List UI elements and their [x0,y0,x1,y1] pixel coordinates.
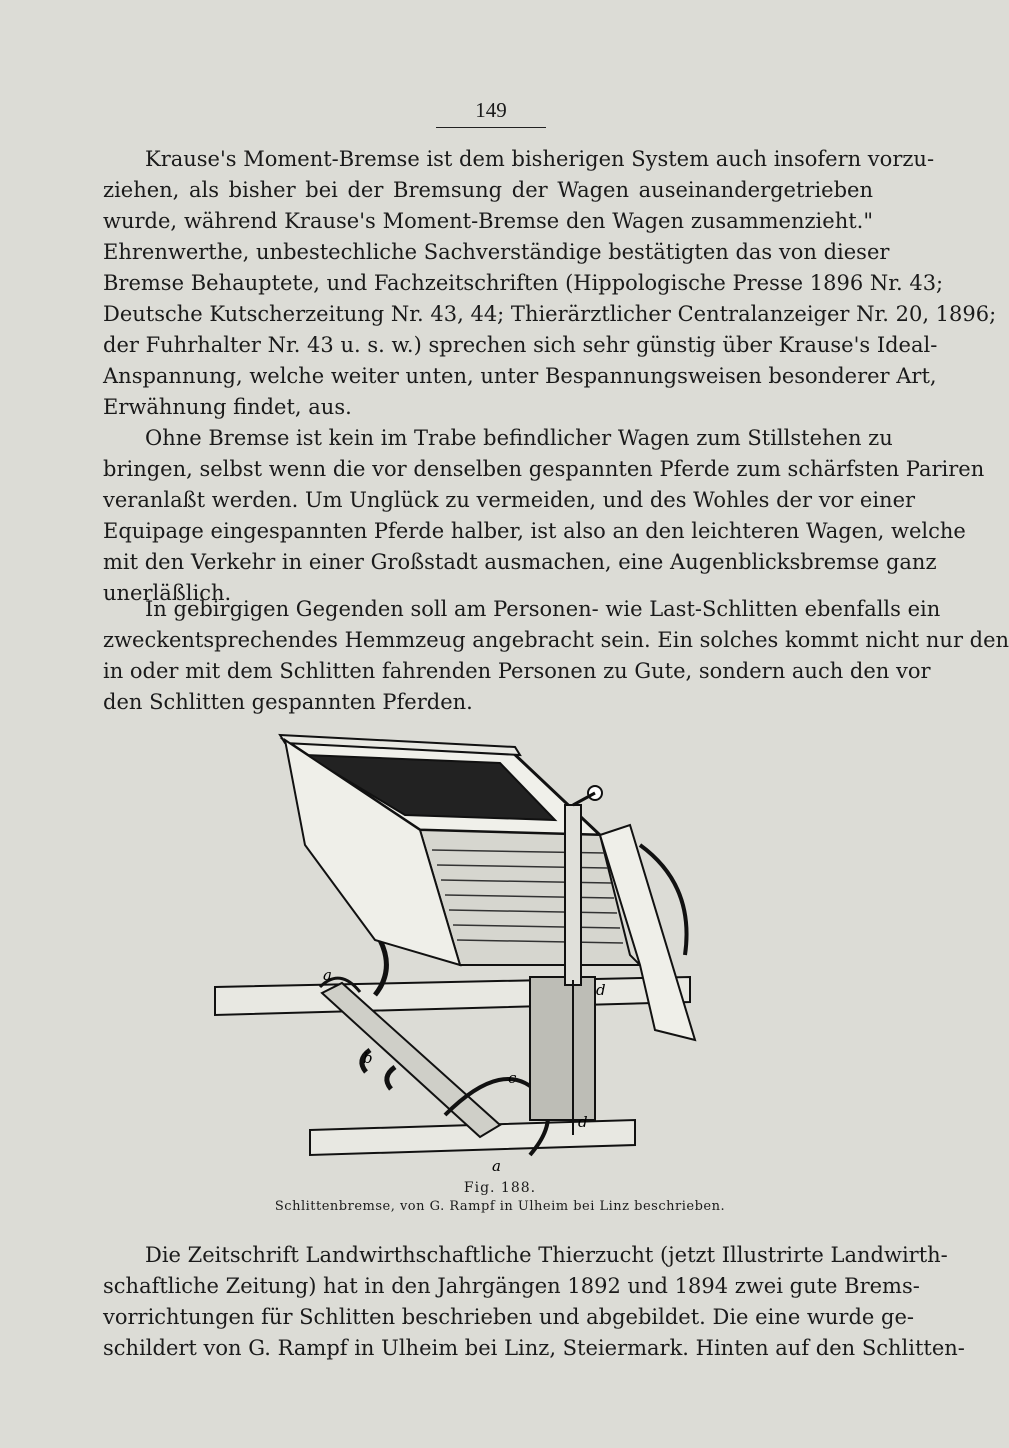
text-line: vorrichtungen für Schlitten beschrieben und abgebildet. Die eine wurde ge- [103,1305,914,1329]
text-line: Die Zeitschrift Landwirthschaftliche Thierzucht (jetzt Illustrirte Landwirth- [145,1243,948,1267]
text-line: in oder mit dem Schlitten fahrenden Personen zu Gute, sondern auch den vor [103,659,931,683]
page-number-rule [436,127,546,128]
text-line: Ehrenwerthe, unbestechliche Sachverständige bestätigten das von dieser [103,240,890,264]
sled-brake-illustration [210,725,830,1175]
text-line: zweckentsprechendes Hemmzeug angebracht sein. Ein solches kommt nicht nur den [103,628,1009,652]
text-line: Bremse Behauptete, und Fachzeitschriften (Hippologische Presse 1896 Nr. 43; [103,271,944,295]
paragraph-1 [103,144,997,423]
figure-sled-brake [210,725,830,1175]
figure-label-a-top: a [323,966,332,984]
figure-label-c: c [508,1069,517,1087]
text-line: unerläßlich. [103,581,232,605]
text-line: In gebirgigen Gegenden soll am Personen- wie Last-Schlitten ebenfalls ein [145,597,941,621]
figure-label-d-bottom: d [578,1113,588,1131]
figure-label-b: b [363,1049,373,1067]
page-number: 149 [475,98,507,122]
text-line: Anspannung, welche weiter unten, unter Bespannungsweisen besonderer Art, [103,364,937,388]
text-line: wurde, während Krause's Moment-Bremse den Wagen zusammenzieht." [103,209,873,233]
text-line: Equipage eingespannten Pferde halber, ist also an den leichteren Wagen, welche [103,519,966,543]
text-line: Krause's Moment-Bremse ist dem bisherigen System auch insofern vorzu- [145,147,935,171]
text-line: Erwähnung findet, aus. [103,395,352,419]
text-line: veranlaßt werden. Um Unglück zu vermeiden, und des Wohles der vor einer [103,488,916,512]
figure-label-d-top: d [596,981,606,999]
text-line: mit den Verkehr in einer Großstadt ausmachen, eine Augenblicksbremse ganz [103,550,937,574]
text-line: Deutsche Kutscherzeitung Nr. 43, 44; Thierärztlicher Centralanzeiger Nr. 20, 1896; [103,302,997,326]
figure-label-a-bottom: a [492,1157,501,1175]
figure-number: Fig. 188. [463,1180,537,1196]
text-line: ziehen, als bisher bei der Bremsung der Wagen auseinandergetrieben [103,178,873,202]
paragraph-3 [103,594,1009,718]
text-line: schaftliche Zeitung) hat in den Jahrgängen 1892 und 1894 zwei gute Brems- [103,1274,920,1298]
text-line: der Fuhrhalter Nr. 43 u. s. w.) sprechen sich sehr günstig über Krause's Ideal- [103,333,938,357]
text-line: schildert von G. Rampf in Ulheim bei Linz, Steiermark. Hinten auf den Schlitten- [103,1336,965,1360]
text-line: bringen, selbst wenn die vor denselben gespannten Pferde zum schärfsten Pariren [103,457,985,481]
text-line: Ohne Bremse ist kein im Trabe befindlicher Wagen zum Stillstehen zu [145,426,893,450]
figure-caption: Schlittenbremse, von G. Rampf in Ulheim bei Linz beschrieben. [274,1199,726,1214]
paragraph-4 [103,1240,965,1364]
text-line: den Schlitten gespannten Pferden. [103,690,473,714]
